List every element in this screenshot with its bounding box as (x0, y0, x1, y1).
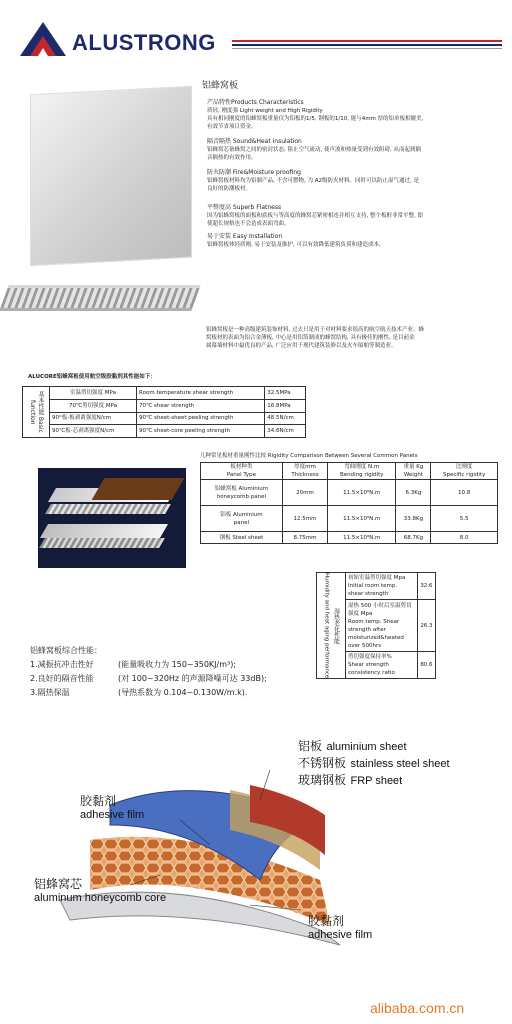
feature-line: 铝蜂窝板体轻质刚, 易于安装及维护, 可以有效降低建筑负荷和建造成本。 (207, 242, 385, 248)
table-cell: 33.8Kg (396, 506, 431, 532)
table-row (201, 480, 498, 506)
feature-line: 使超长规格也不会造成表面弯曲。 (207, 221, 290, 227)
intro (206, 326, 506, 350)
table-row (201, 506, 498, 532)
table-cell: Room temperature shear strength (137, 387, 265, 400)
feature-line: 有效节省项目资金。 (207, 124, 257, 130)
table-cell: 16.8MPa (265, 399, 306, 412)
feature-line: 具有相同刚度的铝蜂窝板重量仅为铝板的1/5, 钢板的1/10, 能与4mm 厚的铝单板相媲美, (207, 116, 424, 122)
feature-line: 质轻, 刚度强 Light weight and High Rigidity (207, 108, 323, 114)
panel-photo (30, 86, 192, 266)
performance-section (30, 644, 267, 700)
table-cell: 12.5mm (282, 506, 327, 532)
table-cell: 室温剪切强度 MPa (50, 387, 137, 400)
feature-heading: 隔音隔热 Sound&Heat insulation (207, 138, 302, 145)
header-lines (232, 40, 502, 49)
adhesive-table (22, 386, 306, 438)
column-header: 弯曲刚度 N.m Bending rigidity (328, 463, 396, 480)
table-cell: 铝蜂窝板 Aluminium honeycomb panel (201, 480, 283, 506)
panels-photo (38, 468, 186, 568)
label-honeycomb-core: 铝蜂窝芯 aluminum honeycomb core (34, 877, 167, 904)
table-cell: 8.75mm (282, 532, 327, 544)
column-header: 板材种类 Panel Type (201, 463, 283, 480)
table-row (23, 425, 306, 438)
table-cell: 湿热 500 小时后室温剪切 强度 Mpa Room temp. Shear strength after moisturized&heated over 500hrs (346, 599, 418, 652)
humidity-table (316, 572, 436, 679)
table-cell: 11.5×10⁶N.m (328, 506, 396, 532)
table-row (23, 412, 306, 425)
label-adhesive-bottom: 胶黏剂 adhesive film (308, 914, 373, 941)
intro-line: 属幕墙材料中最优良的产品, 广泛应用于现代建筑装修以及火车船舶等制造业。 (206, 343, 397, 349)
intro-line: 铝蜂窝板是一种高级建筑装饰材料, 过去只是用于对材料要求很高的航空航天技术产业。蜂 (206, 327, 424, 333)
label-frp-sheet: 玻璃钢板 FRP sheet (298, 773, 403, 787)
feature-heading: 易于安装 Easy Installation (207, 233, 283, 240)
table-cell: 10.8 (431, 480, 498, 506)
performance-item: 2.良好的隔音性能 (对 100~320Hz 的声源降噪可达 33dB); (30, 674, 267, 683)
table-cell: 70℃ shear strength (137, 399, 265, 412)
label-aluminium-sheet: 铝板 aluminium sheet (298, 739, 407, 753)
footer-watermark: alibaba.com.cn (370, 1000, 465, 1016)
table-cell: 5.5 (431, 506, 498, 532)
table-cell: 32.6 (417, 573, 435, 600)
label-stainless-sheet: 不锈钢板 stainless steel sheet (298, 756, 450, 770)
table-cell: 20mm (282, 480, 327, 506)
feature-line: 铝蜂窝芯备蜂窝之间的密封状态, 阻止空气流动, 使声波和热量受到有效阻碍, 从而起到隔 (207, 147, 421, 153)
table-cell: 11.5×10⁶N.m (328, 532, 396, 544)
intro-line: 窝板材的表面为铝合金薄板, 中心是用铝箔制成的蜂窝结构, 具有极佳的刚性, 是目前金 (206, 335, 415, 341)
feature-heading: 产品特性Products Characteristics (207, 99, 304, 106)
table-cell: 90°板-板剥离强度N/cm (50, 412, 137, 425)
table2-caption: 几种常见板材重量刚性比较 Rigidity Comparison Between Several Common Panels (200, 453, 418, 459)
table-cell: 剪切强度保持率% Shear strength consistency ratio (346, 652, 418, 679)
feature-heading: 防火防潮 Fire&Moisture proofing (207, 169, 301, 176)
table-cell: 90℃ sheet-sheet peeling strength (137, 412, 265, 425)
features (207, 98, 507, 249)
logo-mark-icon (20, 22, 66, 56)
table-cell: 90℃ sheet-core peeling strength (137, 425, 265, 438)
brand-name: ALUSTRONG (72, 30, 216, 55)
performance-item: 3.隔热保温 (导热系数为 0.104~0.130W/m.k). (30, 688, 248, 697)
feature-line: 铝蜂窝板材料均为铝制产品, 不含可燃物, 为 A2级防火材料。同时可以防止湿气通过, 是 (207, 178, 420, 184)
column-header: 重量 Kg Weight (396, 463, 431, 480)
table-cell: 68.7Kg (396, 532, 431, 544)
table-cell: 26.3 (417, 599, 435, 652)
table-cell: 70℃剪切强度 MPa (50, 399, 137, 412)
panel-edge-photo (0, 285, 201, 311)
table-cell: 80.6 (417, 652, 435, 679)
table-row (201, 532, 498, 544)
table-row (317, 573, 436, 600)
feature-line: 音隔热的有效作用。 (207, 155, 257, 161)
table-cell: 48.5N/cm (265, 412, 306, 425)
feature-line: 因为铝蜂窝板的面板和底板与等高度的蜂窝芯紧密相连并相互支持, 整个板框非常平整, 即 (207, 213, 423, 219)
column-header: 比刚度 Specific rigidity (431, 463, 498, 480)
table3-side-label: Humidity and heat aging performance 湿热老化性能 (317, 573, 346, 679)
table-cell: 90℃板-芯剥离强度N/cm (50, 425, 137, 438)
table-cell: 铝板 Aluminium panel (201, 506, 283, 532)
table-cell: 11.5×10⁶N.m (328, 480, 396, 506)
column-header: 厚度mm Thickness (282, 463, 327, 480)
table-row (23, 387, 306, 400)
label-adhesive-top: 胶黏剂 adhesive film (80, 794, 145, 821)
table-cell: 34.6N/cm (265, 425, 306, 438)
rigidity-table (200, 462, 498, 544)
feature-line: 良好的防潮板材。 (207, 186, 252, 192)
table1-side-label: 基本性能 Basic function (23, 387, 50, 438)
product-title: 铝蜂窝板 (202, 81, 239, 91)
table1-caption: ALUCORE铝蜂窝板使用航空级胶黏剂其性能如下： (28, 374, 156, 380)
table-cell: 初始室温剪切强度 Mpa Initial room temp. shear strength (346, 573, 418, 600)
table-cell: 6.3Kg (396, 480, 431, 506)
performance-title: 铝蜂窝板综合性能： (30, 646, 102, 655)
performance-item: 1.减振抗冲击性好 (能量吸收力为 150~350KJ/m³); (30, 660, 237, 669)
table-header-row (201, 463, 498, 480)
table-cell: 钢板 Steel sheet (201, 532, 283, 544)
table-cell: 8.0 (431, 532, 498, 544)
feature-heading: 平整度高 Superb Flatness (207, 204, 282, 211)
table-cell: 32.5MPa (265, 387, 306, 400)
table-row (23, 399, 306, 412)
logo (20, 22, 66, 60)
